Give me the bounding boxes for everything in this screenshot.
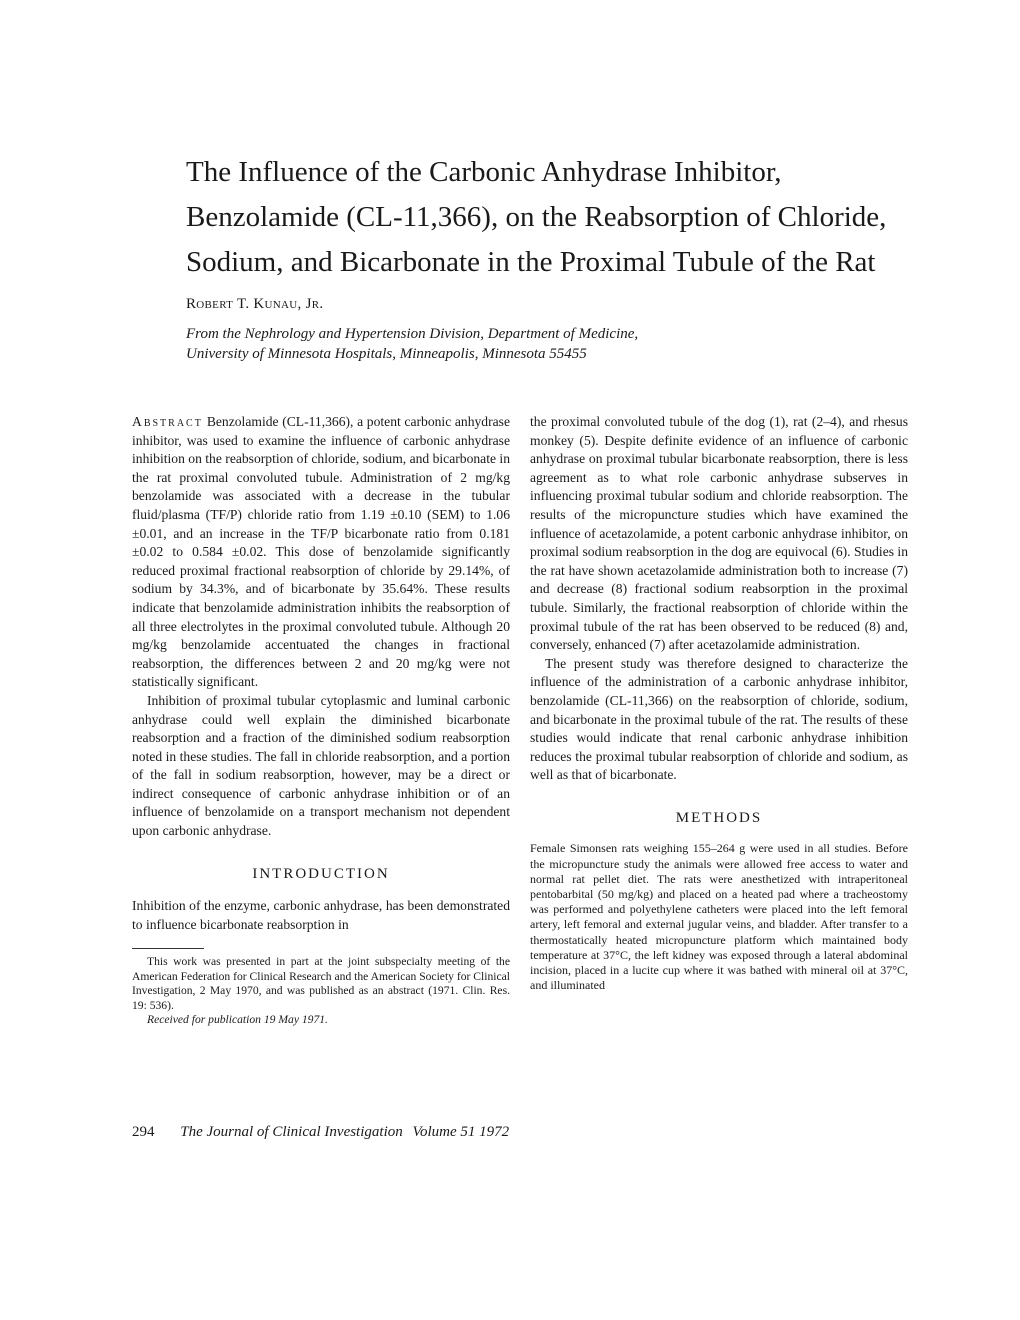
footnote-divider (132, 948, 204, 949)
introduction-paragraph-2: The present study was therefore designed to characterize the influence of the administration of a carbonic anhydrase inhibitor, benzolamide (CL-11,366) on the reabsorption of chloride, sodium, and bicarbonate in the proximal tubule of the rat. The results of these studies would indicate that renal carbonic anhydrase inhibition reduces the proximal tubular reabsorption of chloride and sodium, as well as that of bicarbonate. (530, 655, 908, 783)
right-column (530, 413, 908, 994)
introduction-heading: INTRODUCTION (252, 865, 390, 882)
abstract-text-1: Benzolamide (CL-11,366), a potent carbonic anhydrase inhibitor, was used to examine the influence of carbonic anhydrase inhibition on the reabsorption of chloride, sodium, and bicarbonate in the rat proximal convoluted tubule. Administration of 2 mg/kg benzolamide was associated with a decrease in the tubular fluid/plasma (TF/P) chloride ratio from 1.19 ±0.10 (SEM) to 1.06 ±0.01, and an increase in the TF/P bicarbonate ratio from 0.181 ±0.02 to 0.584 ±0.02. This dose of benzolamide significantly reduced proximal fractional reabsorption of chloride by 29.14%, of sodium by 34.3%, and of bicarbonate by 35.64%. These results indicate that benzolamide administration inhibits the reabsorption of all three electrolytes in the proximal convoluted tubule. Although 20 mg/kg benzolamide accentuated the changes in fractional reabsorption, the differences between 2 and 20 mg/kg were not statistically significant. (132, 414, 510, 690)
abstract-paragraph-2: Inhibition of proximal tubular cytoplasmic and luminal carbonic anhydrase could well explain the diminished bicarbonate reabsorption and a fraction of the diminished sodium reabsorption noted in these studies. The fall in chloride reabsorption, and a portion of the fall in sodium reabsorption, however, may be a direct or indirect consequence of carbonic anhydrase inhibition or of an influence of benzolamide on a transport mechanism not dependent upon carbonic anhydrase. (132, 692, 510, 839)
left-column (132, 413, 510, 1027)
author-name: Robert T. Kunau, Jr. (186, 296, 324, 312)
affiliation-line-2: University of Minnesota Hospitals, Minneapolis, Minnesota 55455 (186, 346, 587, 362)
abstract-label: Abstract (132, 414, 203, 429)
page-footer (132, 1124, 509, 1141)
methods-paragraph: Female Simonsen rats weighing 155–264 g were used in all studies. Before the micropuncture study the animals were allowed free access to water and normal rat pellet diet. The rats were anesthetized with intraperitoneal pentobarbital (50 mg/kg) and placed on a heated pad where a tracheostomy was performed and polyethylene catheters were placed into the left femoral artery, left femoral and external jugular veins, and bladder. After transfer to a thermostatically heated micropuncture platform which maintained body temperature at 37°C, the left kidney was exposed through a lateral abdominal incision, placed in a lucite cup where it was bathed with mineral oil at 37°C, and illuminated (530, 841, 908, 993)
footnote-text: This work was presented in part at the joint subspecialty meeting of the American Federation for Clinical Research and the American Society for Clinical Investigation, 2 May 1970, and was published as an abstract (1971. Clin. Res. 19: 536). (132, 955, 510, 1012)
methods-heading: METHODS (675, 809, 763, 826)
introduction-paragraph-1-cont: the proximal convoluted tubule of the dog (1), rat (2–4), and rhesus monkey (5). Despite definite evidence of an influence of carbonic anhydrase on proximal tubular bicarbonate reabsorption, there is less agreement as to what role carbonic anhydrase subserves in influencing proximal tubular sodium and chloride reabsorption. The results of the micropuncture studies which have examined the influence of acetazolamide, a potent carbonic anhydrase inhibitor, on proximal sodium reabsorption in the dog are equivocal (6). Studies in the rat have shown acetazolamide administration both to increase (7) and decrease (8) fractional sodium reabsorption in the proximal tubule. Similarly, the fractional reabsorption of chloride within the proximal tubule of the rat has been observed to be reduced (8) and, conversely, enhanced (7) after acetazolamide administration. (530, 414, 908, 653)
received-date: Received for publication 19 May 1971. (147, 1013, 328, 1027)
journal-name: The Journal of Clinical Investigation (180, 1124, 403, 1140)
volume-info: Volume 51 1972 (412, 1124, 510, 1140)
affiliation-line-1: From the Nephrology and Hypertension Division, Department of Medicine, (186, 326, 639, 342)
author-affiliation (186, 324, 886, 364)
introduction-paragraph-1-start: Inhibition of the enzyme, carbonic anhydrase, has been demonstrated to influence bicarbonate reabsorption in (132, 898, 510, 932)
title-line-2: Benzolamide (CL-11,366), on the Reabsorption of Chloride, (186, 201, 887, 233)
abstract-paragraph-1 (132, 413, 510, 692)
title-line-1: The Influence of the Carbonic Anhydrase Inhibitor, (186, 156, 782, 188)
title-line-3: Sodium, and Bicarbonate in the Proximal Tubule of the Rat (186, 246, 876, 278)
page-number: 294 (132, 1124, 155, 1140)
article-title (186, 150, 906, 285)
